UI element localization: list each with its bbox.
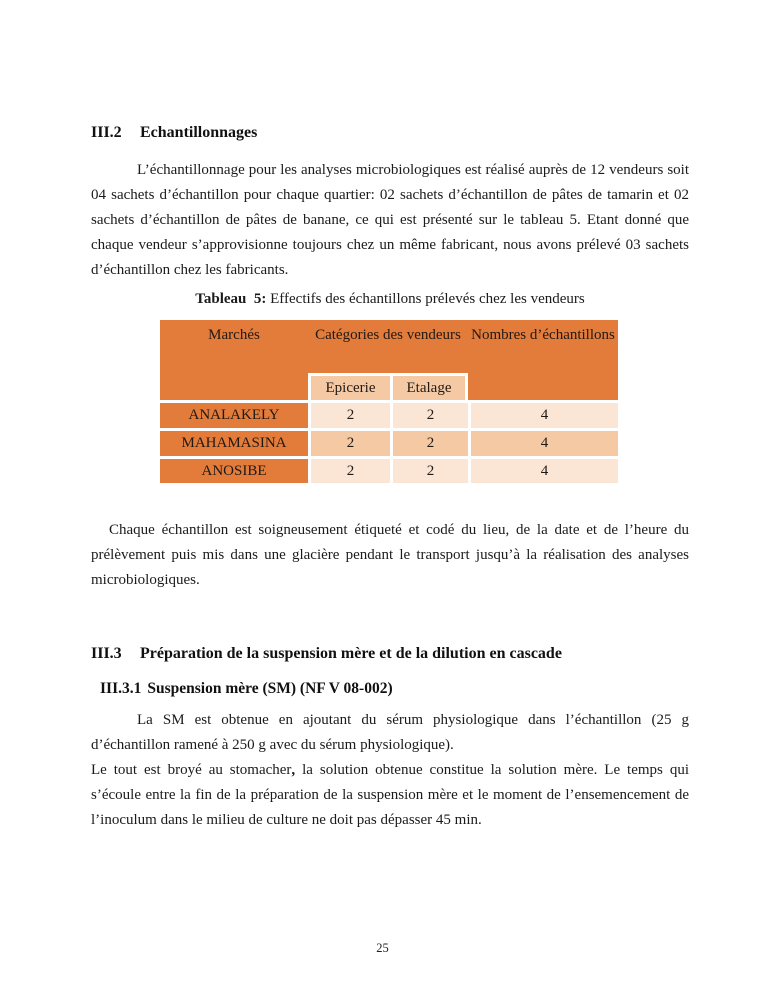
paragraph-stomacher-part2: la solution obtenue constitue la solution mère. Le temps qui s’écoule entre la fin de la préparation de la suspension mère et le moment de l’ensemencement de l’inoculum dans le milieu de culture ne doit pas dépasser 45 min. [91, 762, 689, 828]
section-title: Echantillonnages [140, 124, 258, 141]
paragraph-stomacher [91, 758, 689, 833]
section-number: III.2 [91, 124, 122, 141]
paragraph-stomacher-bold-comma: , [291, 762, 296, 778]
table-cell-etalage: 2 [390, 456, 468, 483]
table-subheader-etalage: Etalage [390, 373, 468, 400]
section-heading-preparation [91, 641, 689, 666]
subsection-title: Suspension mère (SM) (NF V 08-002) [147, 680, 393, 697]
table-header-categories: Catégories des vendeurs [308, 320, 468, 373]
table-cell-etalage: 2 [390, 428, 468, 456]
table-subheader-epicerie: Epicerie [308, 373, 390, 400]
table-row-market: ANOSIBE [160, 456, 308, 483]
subsection-heading-suspension-mere [100, 676, 689, 701]
table-cell-etalage: 2 [390, 400, 468, 428]
table-cell-total: 4 [468, 400, 618, 428]
paragraph-suspension-mere: La SM est obtenue en ajoutant du sérum physiologique dans l’échantillon (25 g d’échantillon ramené à 250 g avec du sérum physiologique). [91, 712, 689, 753]
subsection-number: III.3.1 [100, 680, 142, 697]
table-row-market: MAHAMASINA [160, 428, 308, 456]
table-cell-total: 4 [468, 456, 618, 483]
table-header-marches: Marchés [160, 320, 308, 400]
table-cell-epicerie: 2 [308, 400, 390, 428]
table-cell-epicerie: 2 [308, 456, 390, 483]
table-caption [91, 287, 689, 312]
paragraph-labeling: Chaque échantillon est soigneusement étiqueté et codé du lieu, de la date et de l’heure du prélèvement puis mis dans une glacière pendant le transport jusqu’à la réalisation des analyses microbiologiques. [91, 522, 689, 588]
paragraph-sampling: L’échantillonnage pour les analyses microbiologiques est réalisé auprès de 12 vendeurs soit 04 sachets d’échantillon pour chaque quartier: 02 sachets d’échantillon de pâtes de tamarin et 02 sachets d’échantillon de pâtes de banane, ce qui est présenté sur le tableau 5. Etant donné que chaque vendeur s’approvisionne toujours chez un même fabricant, nous avons prélevé 03 sachets d’échantillon chez les fabricants. [91, 162, 689, 278]
table-caption-text: Effectifs des échantillons prélevés chez les vendeurs [266, 291, 585, 307]
section-heading-echantillonnages [91, 120, 689, 145]
page-number: 25 [376, 941, 389, 955]
table-header-nombres: Nombres d’échantillons [468, 320, 618, 400]
table-cell-total: 4 [468, 428, 618, 456]
samples-table [160, 320, 618, 483]
table-row-market: ANALAKELY [160, 400, 308, 428]
paragraph-stomacher-part1: Le tout est broyé au stomacher [91, 762, 292, 778]
section-number: III.3 [91, 645, 122, 662]
table-caption-label: Tableau 5: [195, 291, 267, 307]
section-title: Préparation de la suspension mère et de la dilution en cascade [140, 645, 562, 662]
table-cell-epicerie: 2 [308, 428, 390, 456]
